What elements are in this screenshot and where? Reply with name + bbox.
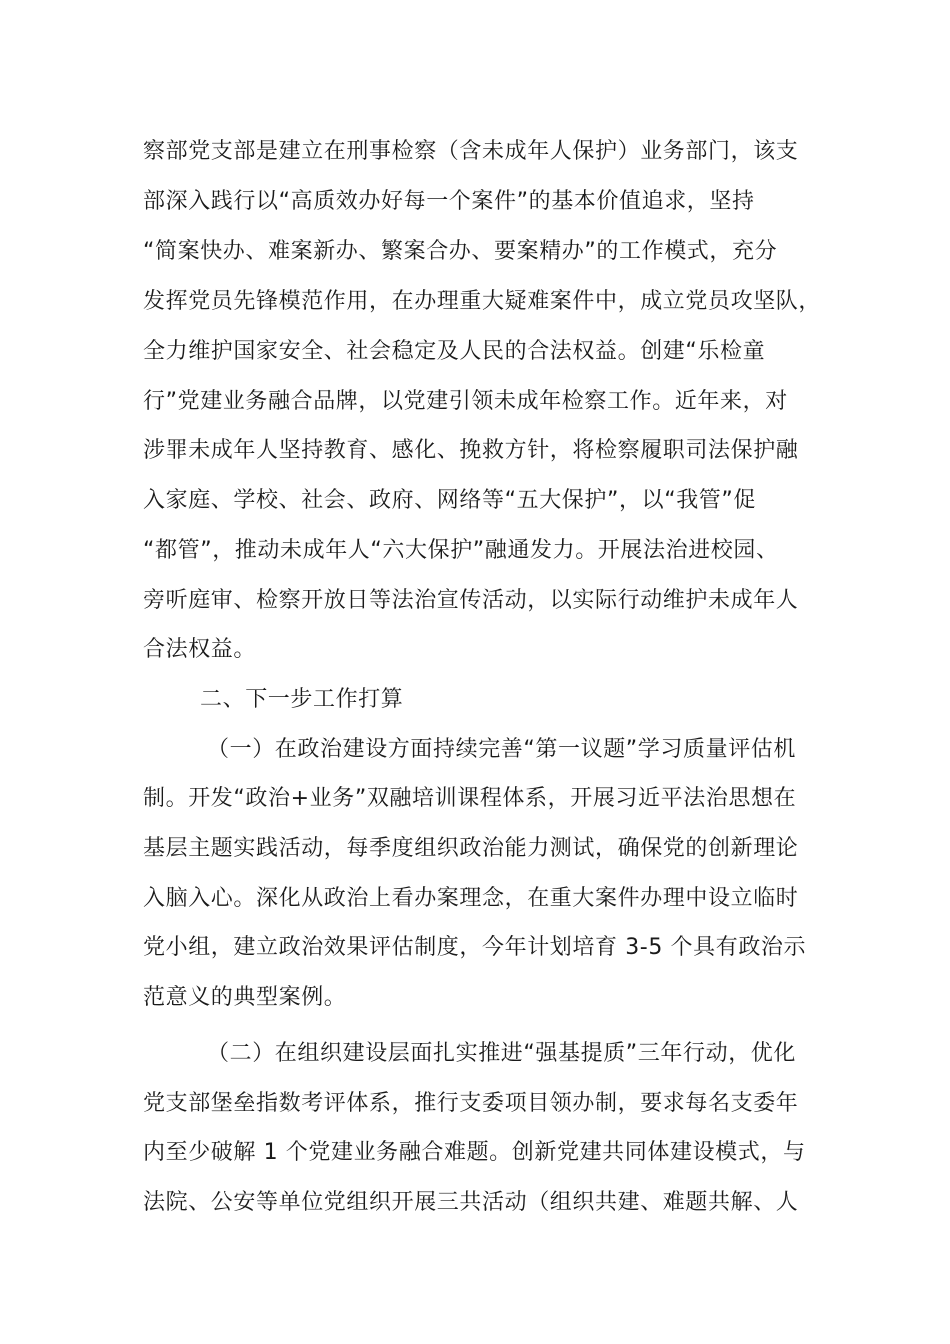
- body-text-line: 合法权益。: [143, 637, 257, 662]
- body-text-line: 行”党建业务融合品牌，以党建引领未成年检察工作。近年来，对: [143, 389, 788, 414]
- body-text-line: 察部党支部是建立在刑事检察（含未成年人保护）业务部门，该支: [143, 139, 799, 164]
- body-text-line: 入家庭、学校、社会、政府、网络等“五大保护”，以“我管”促: [143, 488, 756, 513]
- body-text-line: “都管”，推动未成年人“六大保护”融通发力。开展法治进校园、: [143, 538, 779, 563]
- body-text-line: 部深入践行以“高质效办好每一个案件”的基本价值追求，坚持: [143, 189, 755, 214]
- body-text-line: 范意义的典型案例。: [143, 985, 347, 1010]
- body-text-line: 内至少破解 1 个党建业务融合难题。创新党建共同体建设模式，与: [143, 1140, 806, 1165]
- body-text-line: 入脑入心。深化从政治上看办案理念，在重大案件办理中设立临时: [143, 886, 799, 911]
- body-text-line: 全力维护国家安全、社会稳定及人民的合法权益。创建“乐检童: [143, 339, 766, 364]
- body-text-line: 法院、公安等单位党组织开展三共活动（组织共建、难题共解、人: [143, 1190, 799, 1215]
- body-text-line: 制。开发“政治+业务”双融培训课程体系，开展习近平法治思想在: [143, 786, 797, 811]
- body-text-line: 涉罪未成年人坚持教育、感化、挽救方针，将检察履职司法保护融: [143, 438, 799, 463]
- body-text-line: 基层主题实践活动，每季度组织政治能力测试，确保党的创新理论: [143, 836, 799, 861]
- subsection-first-line: （二）在组织建设层面扎实推进“强基提质”三年行动，优化: [207, 1041, 796, 1066]
- body-text-line: 党小组，建立政治效果评估制度，今年计划培育 3-5 个具有政治示: [143, 935, 807, 960]
- body-text-line: 发挥党员先锋模范作用，在办理重大疑难案件中，成立党员攻坚队，: [143, 289, 822, 314]
- body-text-line: 旁听庭审、检察开放日等法治宣传活动，以实际行动维护未成年人: [143, 588, 799, 613]
- body-text-line: 党支部堡垒指数考评体系，推行支委项目领办制，要求每名支委年: [143, 1091, 799, 1116]
- body-text-line: “简案快办、难案新办、繁案合办、要案精办”的工作模式，充分: [143, 239, 778, 264]
- subsection-first-line: （一）在政治建设方面持续完善“第一议题”学习质量评估机: [207, 737, 796, 762]
- section-heading: 二、下一步工作打算: [200, 687, 404, 712]
